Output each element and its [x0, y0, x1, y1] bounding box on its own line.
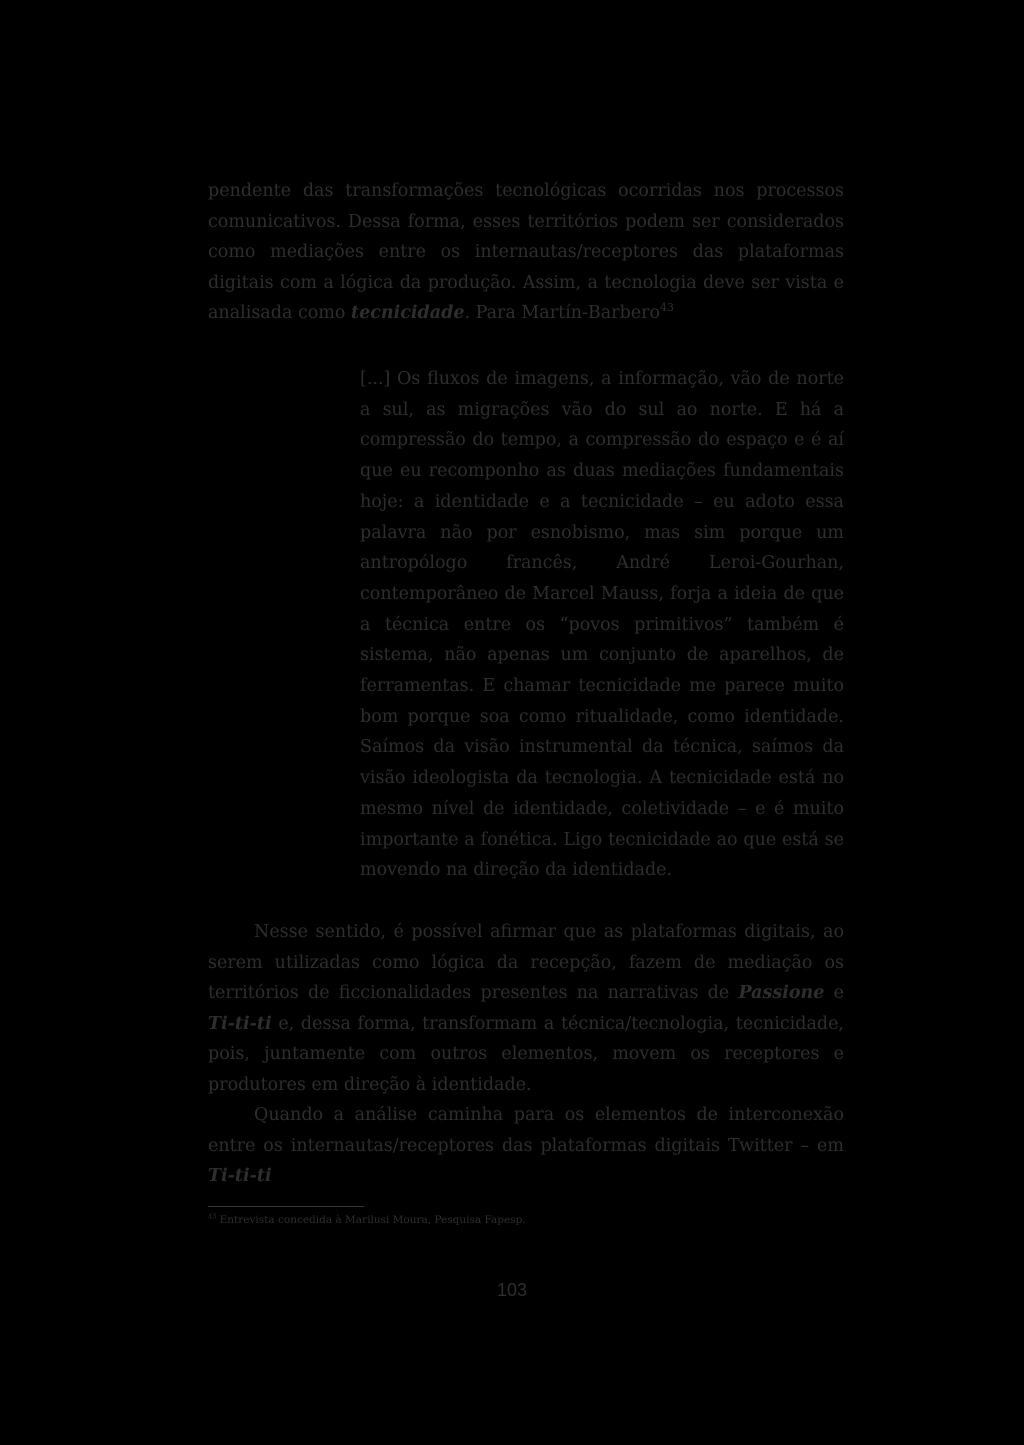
footnote-number: 43: [208, 1212, 217, 1221]
footnote-text: Entrevista concedida à Marilusi Moura, Pesquisa Fapesp.: [219, 1214, 526, 1226]
paragraph-2-title-passione: Passione: [738, 983, 825, 1003]
paragraph-3-text: Quando a análise caminha para os elementos de interconexão entre os internautas/receptores das plataformas digitais Twitter – em: [208, 1105, 844, 1156]
paragraph-2-title-titit: Ti-ti-ti: [208, 1013, 272, 1034]
block-quote: [...] Os fluxos de imagens, a informação, vão de norte a sul, as migrações vão do sul ao norte. E há a compressão do tempo, a compressão do espaço e é aí que eu recomponho as duas mediações fundamentais hoje: a identidade e a tecnicidade – eu adoto essa palavra não por esnobismo, mas sim porque um antropólogo francês, André Leroi-Gourhan, contemporâneo de Marcel Mauss, forja a ideia de que a técnica entre os “povos primitivos” também é sistema, não apenas um conjunto de aparelhos, de ferramentas. E chamar tecnicidade me parece muito bom porque soa como ritualidade, como identidade. Saímos da visão instrumental da técnica, saímos da visão ideologista da tecnologia. A tecnicidade está no mesmo nível de identidade, coletividade – e é muito importante a fonética. Ligo tecnicidade ao que está se movendo na direção da identidade.: [360, 369, 844, 881]
paragraph-2-text-3: e, dessa forma, transformam a técnica/tecnologia, tecnicidade, pois, juntamente com outros elementos, movem os receptores e produtores em direção à identidade.: [208, 1013, 844, 1095]
paragraph-2-text-2: e: [824, 983, 844, 1003]
body-paragraph-3: [208, 1100, 844, 1192]
paragraph-3-title-titit: Ti-ti-ti: [208, 1166, 272, 1186]
paragraph-2-text-1: Nesse sentido, é possível afirmar que as plataformas digitais, ao serem utilizadas como lógica da recepção, fazem de mediação os territórios de ficcionalidades presentes na narrativas de: [208, 922, 844, 1003]
body-paragraph-2: [208, 917, 844, 1100]
footnote-divider: [208, 1206, 364, 1207]
page-number: 103: [496, 1280, 528, 1300]
paragraph-1-text: pendente das transformações tecnológicas ocorridas nos processos comunicativos. Dessa forma, esses territórios podem ser considerados como mediações entre os internautas/receptores das plataformas digitais com a lógica da produção. Assim, a tecnologia deve ser vista e analisada como: [208, 181, 844, 323]
paragraph-1-text-end: . Para Martín-Barbero: [464, 303, 661, 323]
paragraph-1-italic-term: tecnicidade: [350, 303, 465, 323]
footnote: [208, 1211, 844, 1229]
body-paragraph-1: [208, 176, 844, 329]
footnote-reference[interactable]: 43: [660, 301, 674, 315]
